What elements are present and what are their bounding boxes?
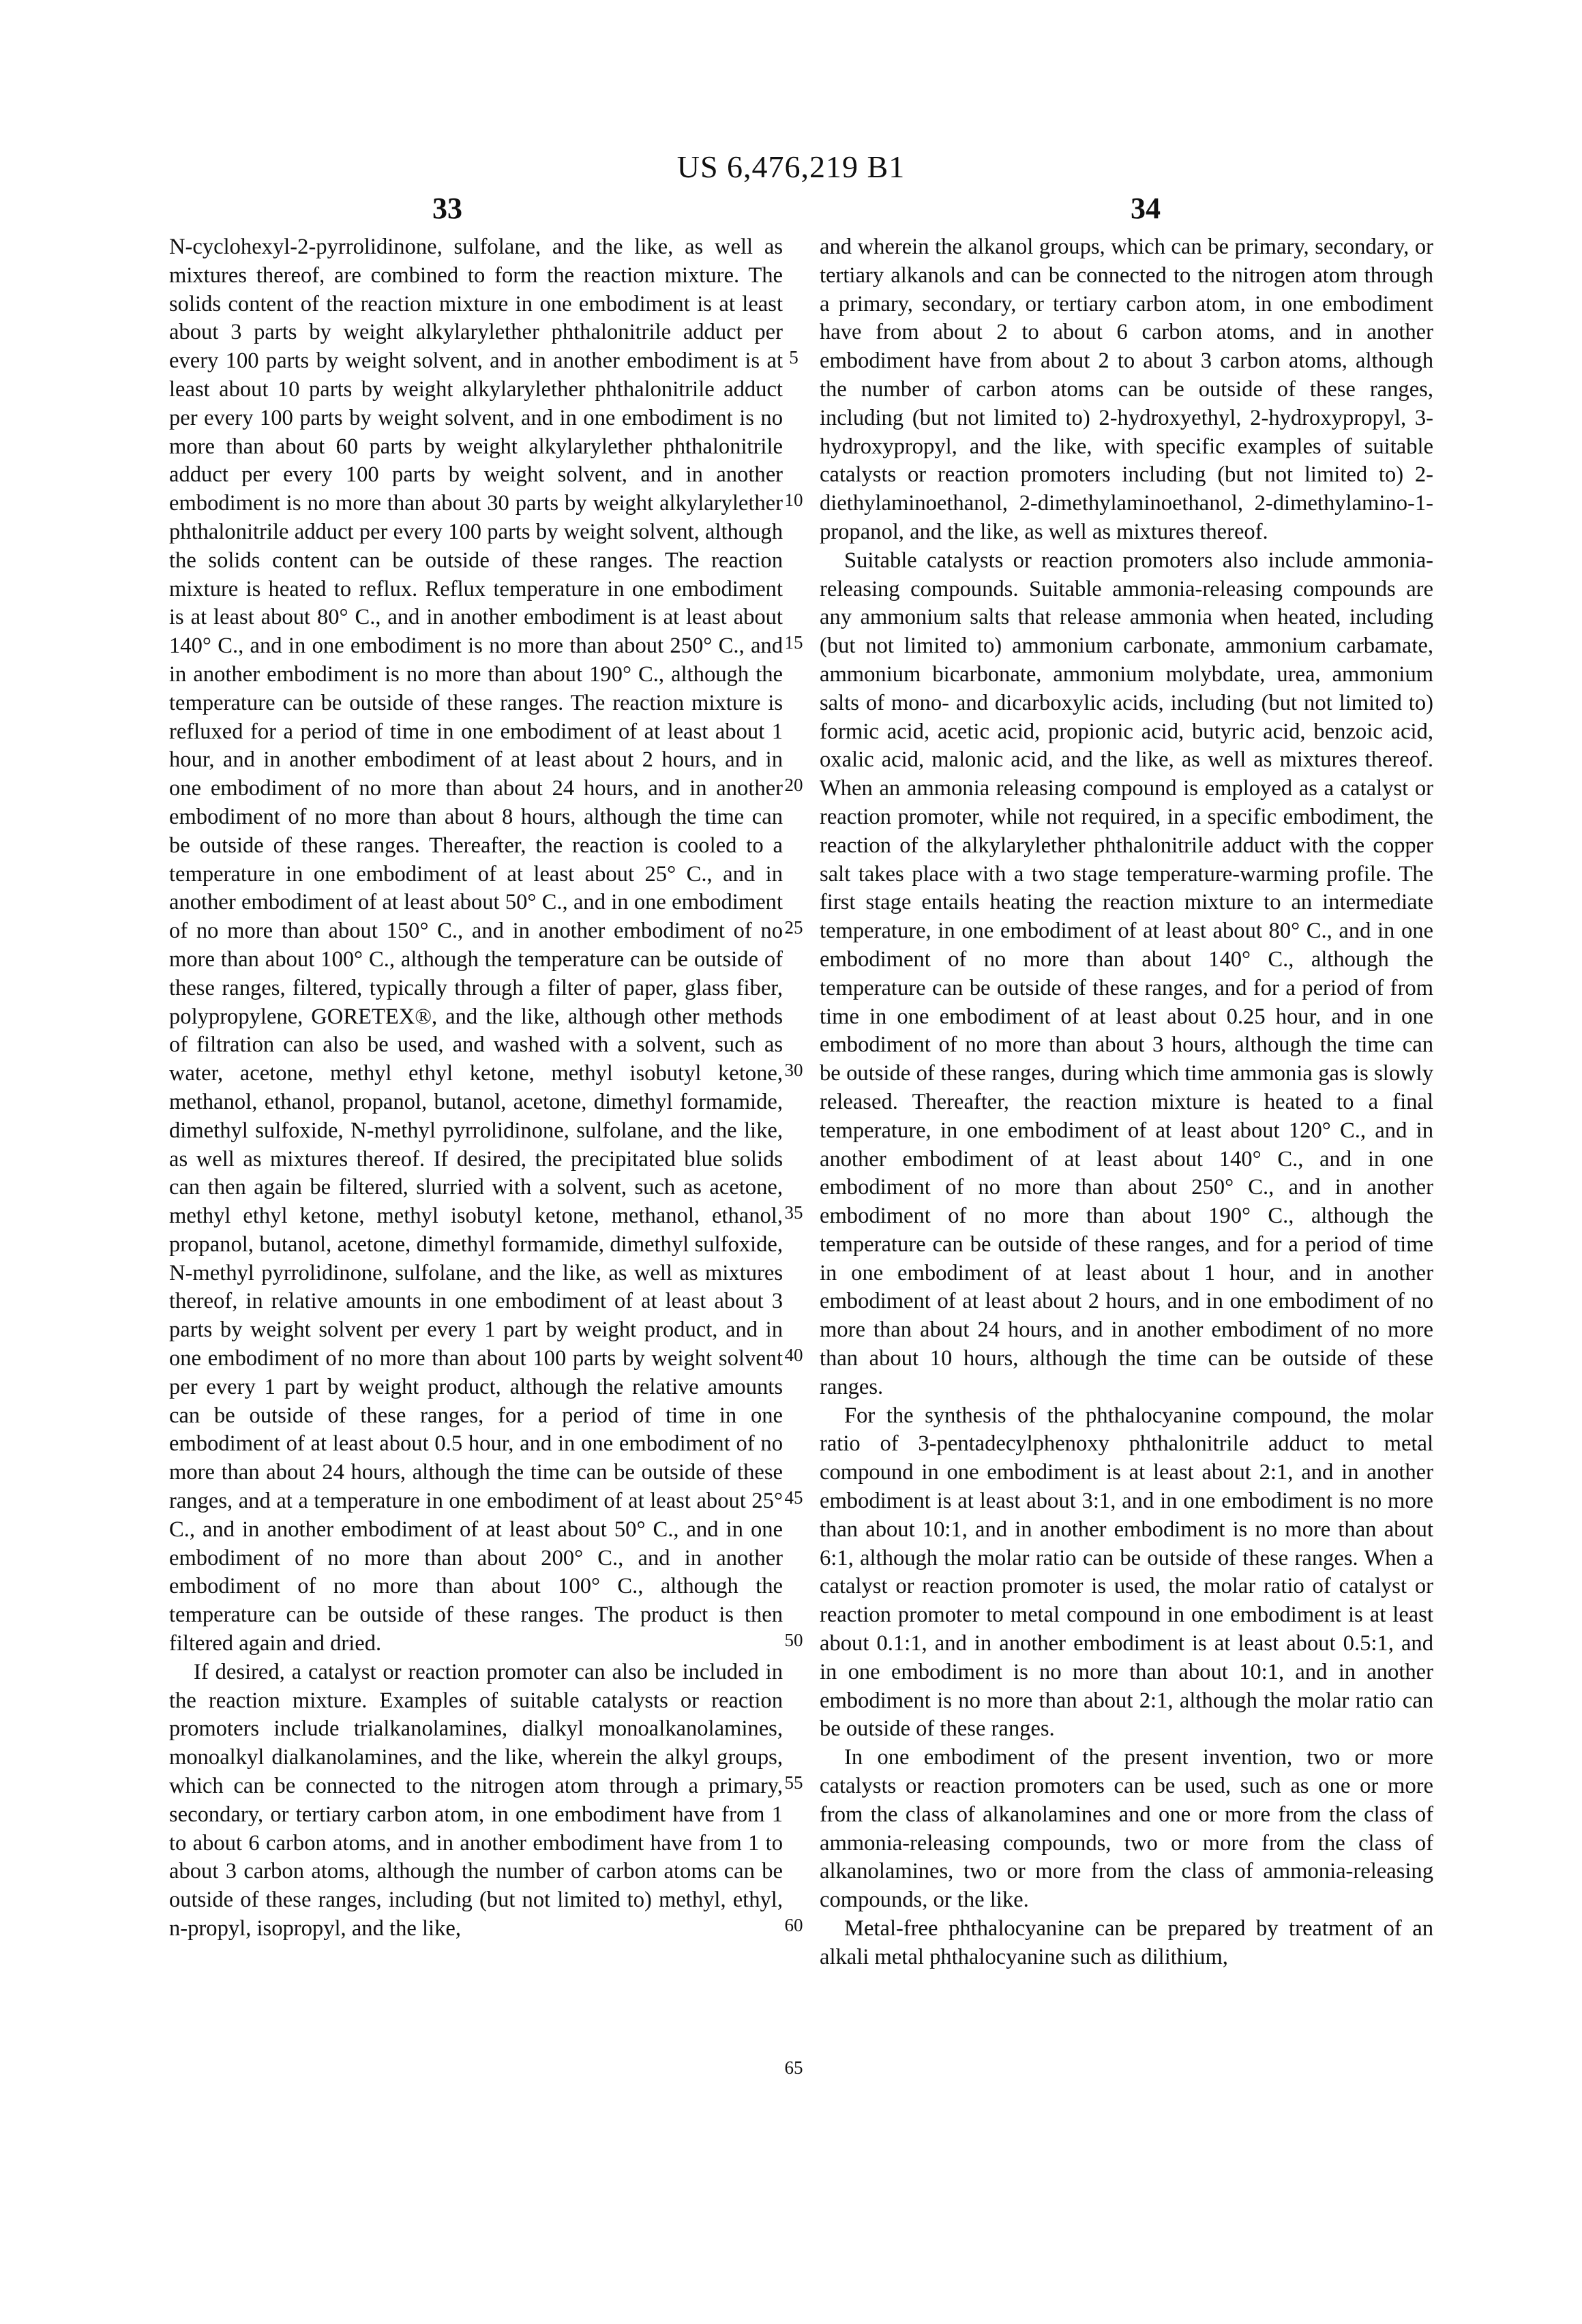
page-number-right: 34: [1077, 191, 1214, 226]
patent-number: US 6,476,219 B1: [0, 149, 1582, 185]
right-paragraph-1: and wherein the alkanol groups, which can be primary, secondary, or tertiary alkanols and can be connected to the nitrogen atom through a primary, secondary, or tertiary carbon atom, in one embodiment have from about 2 to about 6 carbon atoms, and in another embodiment have from about 2 to about 3 carbon atoms, although the number of carbon atoms can be outside of these ranges, including (but not limited to) 2-hydroxyethyl, 2-hydroxypropyl, 3-hydroxypropyl, and the like, with specific examples of suitable catalysts or reaction promoters including (but not limited to) 2-diethylaminoethanol, 2-dimethylaminoethanol, 2-dimethylamino-1-propanol, and the like, as well as mixtures thereof.: [820, 233, 1433, 547]
line-number: 30: [780, 1060, 807, 1080]
left-column: [169, 233, 783, 1943]
line-number: 10: [780, 490, 807, 510]
line-number: 60: [780, 1915, 807, 1935]
line-number: 5: [780, 347, 807, 368]
line-number: 20: [780, 775, 807, 795]
line-number: 35: [780, 1202, 807, 1223]
line-number: 40: [780, 1345, 807, 1365]
line-number: 45: [780, 1487, 807, 1508]
right-column: [820, 233, 1433, 1972]
right-paragraph-5: Metal-free phthalocyanine can be prepared by treatment of an alkali metal phthalocyanine such as dilithium,: [820, 1915, 1433, 1972]
left-paragraph-2: If desired, a catalyst or reaction promoter can also be included in the reaction mixture. Examples of suitable catalysts or reaction promoters include trialkanolamines, dialkyl monoalkanolamines, monoalkyl dialkanolamines, and the like, wherein the alkyl groups, which can be connected to the nitrogen atom through a primary, secondary, or tertiary carbon atom, in one embodiment have from 1 to about 6 carbon atoms, and in another embodiment have from 1 to about 3 carbon atoms, although the number of carbon atoms can be outside of these ranges, including (but not limited to) methyl, ethyl, n-propyl, isopropyl, and the like,: [169, 1658, 783, 1943]
line-number: 25: [780, 917, 807, 938]
line-number: 50: [780, 1630, 807, 1650]
right-paragraph-4: In one embodiment of the present invention, two or more catalysts or reaction promoters can be used, such as one or more from the class of alkanolamines and one or more from the class of ammonia-releasing compounds, two or more from the class of alkanolamines, two or more from the class of ammonia-releasing compounds, or the like.: [820, 1744, 1433, 1915]
line-number: 55: [780, 1772, 807, 1793]
right-paragraph-3: For the synthesis of the phthalocyanine compound, the molar ratio of 3-pentadecylphenoxy phthalonitrile adduct to metal compound in one embodiment is at least about 2:1, and in another embodiment is at least about 3:1, and in one embodiment is no more than about 10:1, and in another embodiment is no more than about 6:1, although the molar ratio can be outside of these ranges. When a catalyst or reaction promoter is used, the molar ratio of catalyst or reaction promoter to metal compound in one embodiment is at least about 0.1:1, and in another embodiment is at least about 0.5:1, and in one embodiment is no more than about 10:1, and in another embodiment is no more than about 2:1, although the molar ratio can be outside of these ranges.: [820, 1402, 1433, 1744]
page-number-left: 33: [379, 191, 516, 226]
right-paragraph-2: Suitable catalysts or reaction promoters also include ammonia-releasing compounds. Suitable ammonia-releasing compounds are any ammonium salts that release ammonia when heated, including (but not limited to) ammonium carbonate, ammonium carbamate, ammonium bicarbonate, ammonium molybdate, urea, ammonium salts of mono- and dicarboxylic acids, including (but not limited to) formic acid, acetic acid, propionic acid, butyric acid, benzoic acid, oxalic acid, malonic acid, and the like, as well as mixtures thereof. When an ammonia releasing compound is employed as a catalyst or reaction promoter, while not required, in a specific embodiment, the reaction of the alkylarylether phthalonitrile adduct with the copper salt takes place with a two stage temperature-warming profile. The first stage entails heating the reaction mixture to an intermediate temperature, in one embodiment of at least about 80° C., and in one embodiment of no more than about 140° C., although the temperature can be outside of these ranges, and for a period of from time in one embodiment of at least about 0.25 hour, and in one embodiment of no more than about 3 hours, although the time can be outside of these ranges, during which time ammonia gas is slowly released. Thereafter, the reaction mixture is heated to a final temperature, in one embodiment of at least about 120° C., and in another embodiment of at least about 140° C., and in one embodiment of no more than about 250° C., and in another embodiment of no more than about 190° C., although the temperature can be outside of these ranges, and for a period of time in one embodiment of at least about 1 hour, and in another embodiment of at least about 2 hours, and in one embodiment of no more than about 24 hours, and in another embodiment of no more than about 10 hours, although the time can be outside of these ranges.: [820, 547, 1433, 1402]
line-number: 65: [780, 2057, 807, 2078]
line-number: 15: [780, 632, 807, 653]
left-paragraph-1: N-cyclohexyl-2-pyrrolidinone, sulfolane, and the like, as well as mixtures thereof, are combined to form the reaction mixture. The solids content of the reaction mixture in one embodiment is at least about 3 parts by weight alkylarylether phthalonitrile adduct per every 100 parts by weight solvent, and in another embodiment is at least about 10 parts by weight alkylarylether phthalonitrile adduct per every 100 parts by weight solvent, and in one embodiment is no more than about 60 parts by weight alkylarylether phthalonitrile adduct per every 100 parts by weight solvent, and in another embodiment is no more than about 30 parts by weight alkylarylether phthalonitrile adduct per every 100 parts by weight solvent, although the solids content can be outside of these ranges. The reaction mixture is heated to reflux. Reflux temperature in one embodiment is at least about 80° C., and in another embodiment is at least about 140° C., and in one embodiment is no more than about 250° C., and in another embodiment is no more than about 190° C., although the temperature can be outside of these ranges. The reaction mixture is refluxed for a period of time in one embodiment of at least about 1 hour, and in another embodiment of at least about 2 hours, and in one embodiment of no more than about 24 hours, and in another embodiment of no more than about 8 hours, although the time can be outside of these ranges. Thereafter, the reaction is cooled to a temperature in one embodiment of at least about 25° C., and in another embodiment of at least about 50° C., and in one embodiment of no more than about 150° C., and in another embodiment of no more than about 100° C., although the temperature can be outside of these ranges, filtered, typically through a filter of paper, glass fiber, polypropylene, GORETEX®, and the like, although other methods of filtration can also be used, and washed with a solvent, such as water, acetone, methyl ethyl ketone, methyl isobutyl ketone, methanol, ethanol, propanol, butanol, acetone, dimethyl formamide, dimethyl sulfoxide, N-methyl pyrrolidinone, sulfolane, and the like, as well as mixtures thereof. If desired, the precipitated blue solids can then again be filtered, slurried with a solvent, such as acetone, methyl ethyl ketone, methyl isobutyl ketone, methanol, ethanol, propanol, butanol, acetone, dimethyl formamide, dimethyl sulfoxide, N-methyl pyrrolidinone, sulfolane, and the like, as well as mixtures thereof, in relative amounts in one embodiment of at least about 3 parts by weight solvent per every 1 part by weight product, and in one embodiment of no more than about 100 parts by weight solvent per every 1 part by weight product, although the relative amounts can be outside of these ranges, for a period of time in one embodiment of at least about 0.5 hour, and in one embodiment of no more than about 24 hours, although the time can be outside of these ranges, and at a temperature in one embodiment of at least about 25° C., and in another embodiment of at least about 50° C., and in one embodiment of no more than about 200° C., and in another embodiment of no more than about 100° C., although the temperature can be outside of these ranges. The product is then filtered again and dried.: [169, 233, 783, 1658]
